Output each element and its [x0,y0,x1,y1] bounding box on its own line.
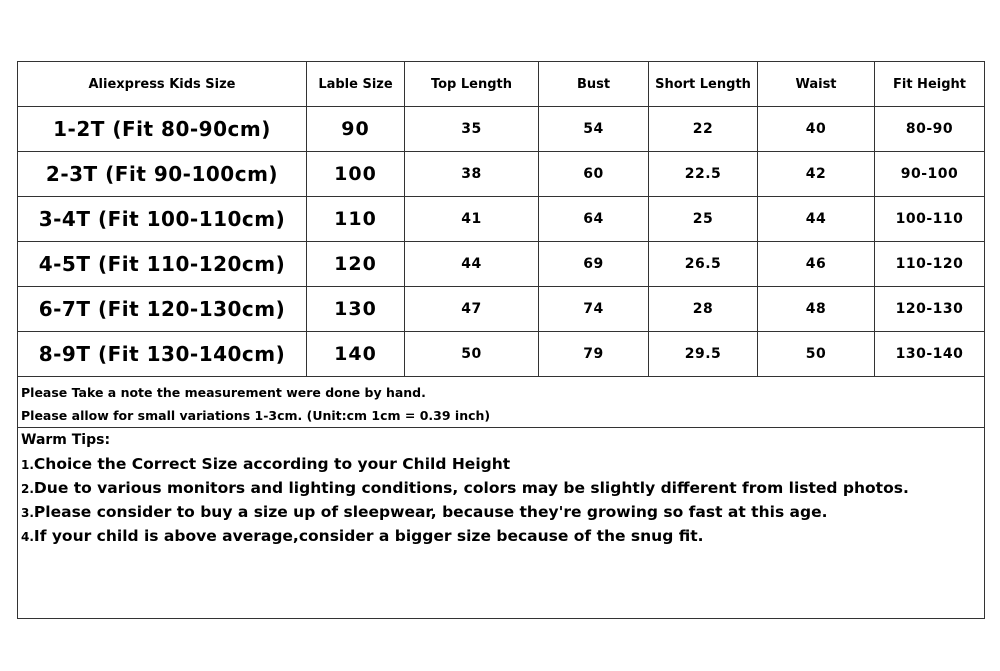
size-table [17,61,985,377]
top-length-cell: 47 [405,287,539,332]
bust-cell: 64 [539,197,649,242]
tip-index: 4. [21,530,34,544]
col-header-kids-size: Aliexpress Kids Size [18,62,307,107]
size-chart-sheet [17,61,985,619]
lable-size-cell: 100 [307,152,405,197]
table-row [18,332,985,377]
tip-index: 3. [21,506,34,520]
tip-text: Please consider to buy a size up of sleepwear, because they're growing so fast at this age. [33,503,828,521]
kids-size-cell: 4-5T (Fit 110-120cm) [18,242,307,287]
bust-cell: 74 [539,287,649,332]
table-row [18,287,985,332]
kids-size-cell: 6-7T (Fit 120-130cm) [18,287,307,332]
col-header-bust: Bust [539,62,649,107]
waist-cell: 48 [758,287,875,332]
waist-cell: 40 [758,107,875,152]
waist-cell: 44 [758,197,875,242]
waist-cell: 42 [758,152,875,197]
note-line-variations: Please allow for small variations 1-3cm. (Unit:cm 1cm = 0.39 inch) [21,408,491,423]
lable-size-cell: 130 [307,287,405,332]
lable-size-cell: 90 [307,107,405,152]
short-length-cell: 25 [649,197,758,242]
tip-index: 1. [21,458,34,472]
fit-height-cell: 130-140 [875,332,985,377]
fit-height-cell: 110-120 [875,242,985,287]
fit-height-cell: 100-110 [875,197,985,242]
kids-size-cell: 1-2T (Fit 80-90cm) [18,107,307,152]
table-row [18,152,985,197]
kids-size-cell: 3-4T (Fit 100-110cm) [18,197,307,242]
bust-cell: 79 [539,332,649,377]
bust-cell: 54 [539,107,649,152]
fit-height-cell: 120-130 [875,287,985,332]
note-line-hand-measured: Please Take a note the measurement were done by hand. [21,385,426,400]
waist-cell: 46 [758,242,875,287]
warm-tips-title: Warm Tips: [21,432,111,448]
short-length-cell: 28 [649,287,758,332]
top-length-cell: 38 [405,152,539,197]
short-length-cell: 22 [649,107,758,152]
table-row [18,197,985,242]
fit-height-cell: 80-90 [875,107,985,152]
tip-text: Choice the Correct Size according to your Child Height [33,455,511,473]
tip-item [21,452,984,476]
warm-tips [18,429,984,548]
top-length-cell: 50 [405,332,539,377]
kids-size-cell: 2-3T (Fit 90-100cm) [18,152,307,197]
table-row [18,242,985,287]
bust-cell: 69 [539,242,649,287]
tip-item [21,500,984,524]
table-row [18,107,985,152]
kids-size-cell: 8-9T (Fit 130-140cm) [18,332,307,377]
top-length-cell: 44 [405,242,539,287]
measurement-notes [18,381,984,428]
header-row [18,62,985,107]
tip-text: Due to various monitors and lighting conditions, colors may be slightly different from listed photos. [33,479,909,497]
bust-cell: 60 [539,152,649,197]
tip-item [21,476,984,500]
lable-size-cell: 120 [307,242,405,287]
col-header-fit-height: Fit Height [875,62,985,107]
short-length-cell: 22.5 [649,152,758,197]
col-header-lable-size: Lable Size [307,62,405,107]
lable-size-cell: 110 [307,197,405,242]
fit-height-cell: 90-100 [875,152,985,197]
col-header-short-length: Short Length [649,62,758,107]
short-length-cell: 29.5 [649,332,758,377]
tip-text: If your child is above average,consider a bigger size because of the snug fit. [33,527,704,545]
tip-item [21,524,984,548]
top-length-cell: 35 [405,107,539,152]
col-header-waist: Waist [758,62,875,107]
lable-size-cell: 140 [307,332,405,377]
tip-index: 2. [21,482,34,496]
col-header-top-length: Top Length [405,62,539,107]
short-length-cell: 26.5 [649,242,758,287]
top-length-cell: 41 [405,197,539,242]
waist-cell: 50 [758,332,875,377]
